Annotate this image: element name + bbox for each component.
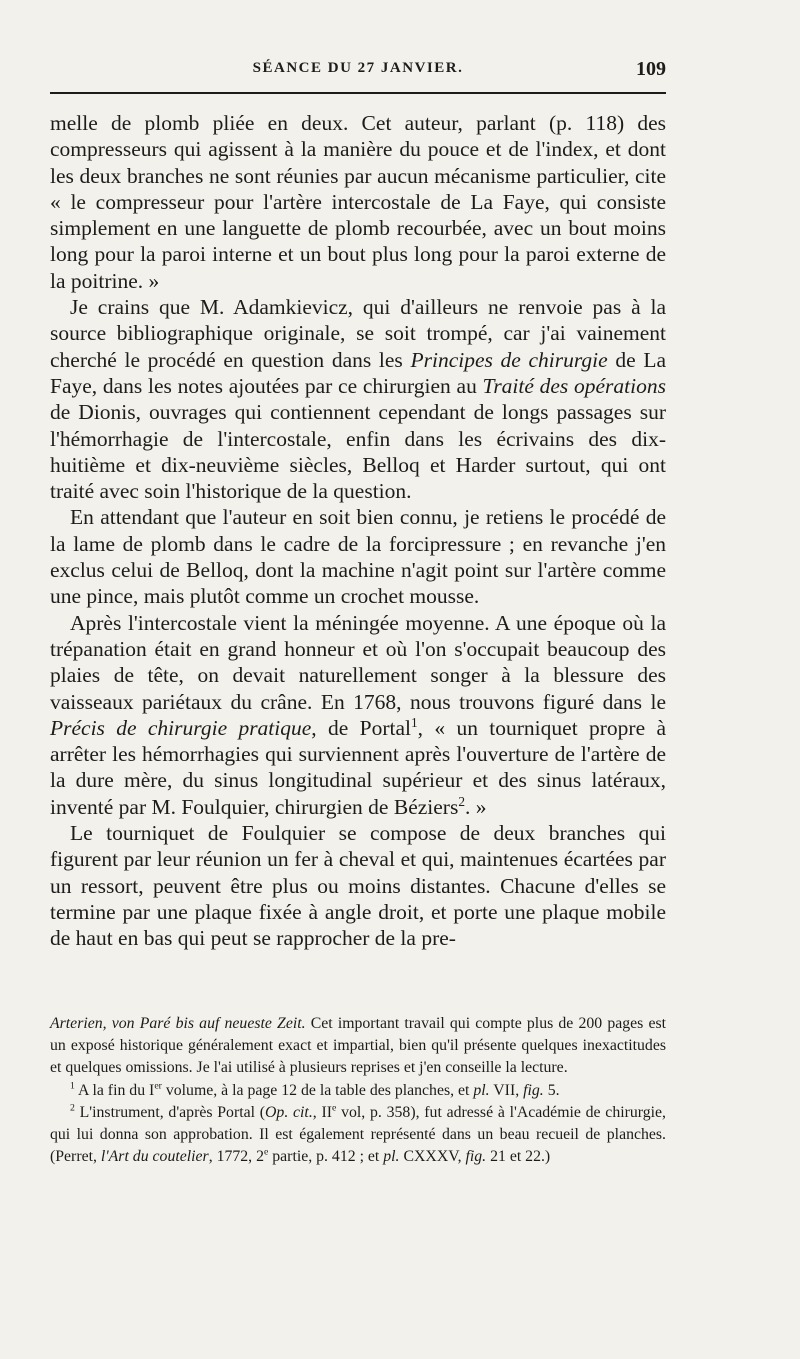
paragraph [50,294,666,504]
text-run: Le tourniquet de Foulquier se compose de deux branches qui figurent par leur réunion un fer à cheval et qui, maintenues écartées par un ressort, peuvent être plus ou moins distantes. Chacune d'elles se termine par une plaque fixée à angle droit, et porte une plaque mobile de haut en bas qui peut se rapprocher de la pre- [50,821,666,951]
superscript: e [263,1146,269,1158]
text-run: de La Faye, dans les notes ajoutées par ce chirurgien au [50,347,666,398]
footnote-2 [50,1102,666,1169]
footnote-marker: 1 [70,1080,75,1092]
text-run: En attendant que l'auteur en soit bien connu, je retiens le procédé de la lame de plomb dans le cadre de la forcipressure ; en revanche j'en exclus celui de Belloq, dont la machine n'agit point sur l'artère comme une pince, mais plutôt comme un crochet mousse. [50,505,666,609]
footnote-1 [50,1080,666,1102]
paragraph [50,820,666,951]
text-run: . » [465,794,487,819]
text-run: 5. [543,1081,560,1099]
abbreviation: pl. [473,1081,490,1099]
book-title: l'Art du coutelier [100,1148,209,1166]
text-run: , 1772, 2 [208,1148,264,1166]
main-text [50,110,666,952]
page-header [50,58,666,86]
book-title: Principes de chirurgie [410,347,608,372]
footnote-ref: 1 [411,714,418,730]
text-run: , « un tourniquet propre à arrêter les hémorrhagies qui surviennent après l'ouverture de l'artère de la dure mère, du sinus longitudinal supérieur et des sinus latéraux, inventé par M. Foulquier, chirurgien de Béziers [50,715,666,819]
abbreviation: pl. [383,1148,400,1166]
footnote-ref: 2 [458,793,465,809]
text-run: Après l'intercostale vient la méningée moyenne. A une époque où la trépanation était en grand honneur et où l'on s'occupait beaucoup des plaies de tête, on devait naturellement songer à la blessure des vaisseaux pariétaux du crâne. En 1768, nous trouvons figuré dans le [50,610,666,714]
abbreviation: Op. cit. [265,1103,313,1121]
abbreviation: fig. [523,1081,544,1099]
text-run: VII, [489,1081,524,1099]
paragraph [50,610,666,820]
header-rule [50,92,666,94]
superscript: e [332,1102,337,1114]
text-run: Je crains que M. Adamkievicz, qui d'ailleurs ne renvoie pas à la source bibliographique originale, se soit trompé, car j'ai vainement cherché le procédé en question dans les [50,295,666,372]
text-run: , II [312,1103,333,1121]
footnote-marker: 2 [70,1102,75,1114]
text-run: melle de plomb pliée en deux. Cet auteur, parlant (p. 118) des compresseurs qui agissent à la manière du pouce et de l'index, et dont les deux branches ne sont réunies par aucun mécanisme particulier, cite « le compresseur pour l'artère intercostale de La Faye, qui consiste simplement en une languette de plomb recourbée, avec un bout moins long pour la paroi interne et un bout plus long pour la paroi externe de la poitrine. » [50,111,666,293]
text-run: Cet important travail qui compte plus de 200 pages est un exposé historique généralement exact et impartial, bien qu'il présente quelques inexactitudes et quelques omissions. Je l'ai utilisé à plusieurs reprises et j'en conseille la lecture. [50,1015,666,1077]
text-run: , de Portal [311,715,411,740]
footnote-continuation [50,1013,666,1080]
book-title: Arterien, von Paré bis auf neueste Zeit. [50,1015,306,1032]
abbreviation: fig. [465,1148,487,1166]
page-number: 109 [636,58,666,80]
text-run: CXXXV, [399,1148,466,1166]
text-run: vol, p. 358), fut adressé à l'Académie de chirurgie, qui lui donna son approbation. Il est également représenté dans un beau recueil de planches. (Perret, [50,1103,666,1166]
footnotes [50,1013,666,1168]
text-run: 21 et 22.) [486,1148,551,1166]
paragraph [50,504,666,609]
text-run: de Dionis, ouvrages qui contiennent cependant de longs passages sur l'hémorrhagie de l'intercostale, enfin dans les écrivains des dix-huitième et dix-neuvième siècles, Belloq et Harder surtout, qui ont traité avec soin l'historique de la question. [50,400,666,504]
text-run: A la fin du I [74,1081,155,1099]
text-run: L'instrument, d'après Portal ( [74,1103,266,1121]
running-head: SÉANCE DU 27 JANVIER. [252,60,464,76]
text-run: volume, à la page 12 de la table des planches, et [161,1081,474,1099]
text-run: partie, p. 412 ; et [268,1148,384,1166]
book-title: Précis de chirurgie pratique [50,715,312,740]
paragraph [50,110,666,294]
superscript: er [154,1080,162,1092]
book-title: Traité des opérations [482,373,666,398]
